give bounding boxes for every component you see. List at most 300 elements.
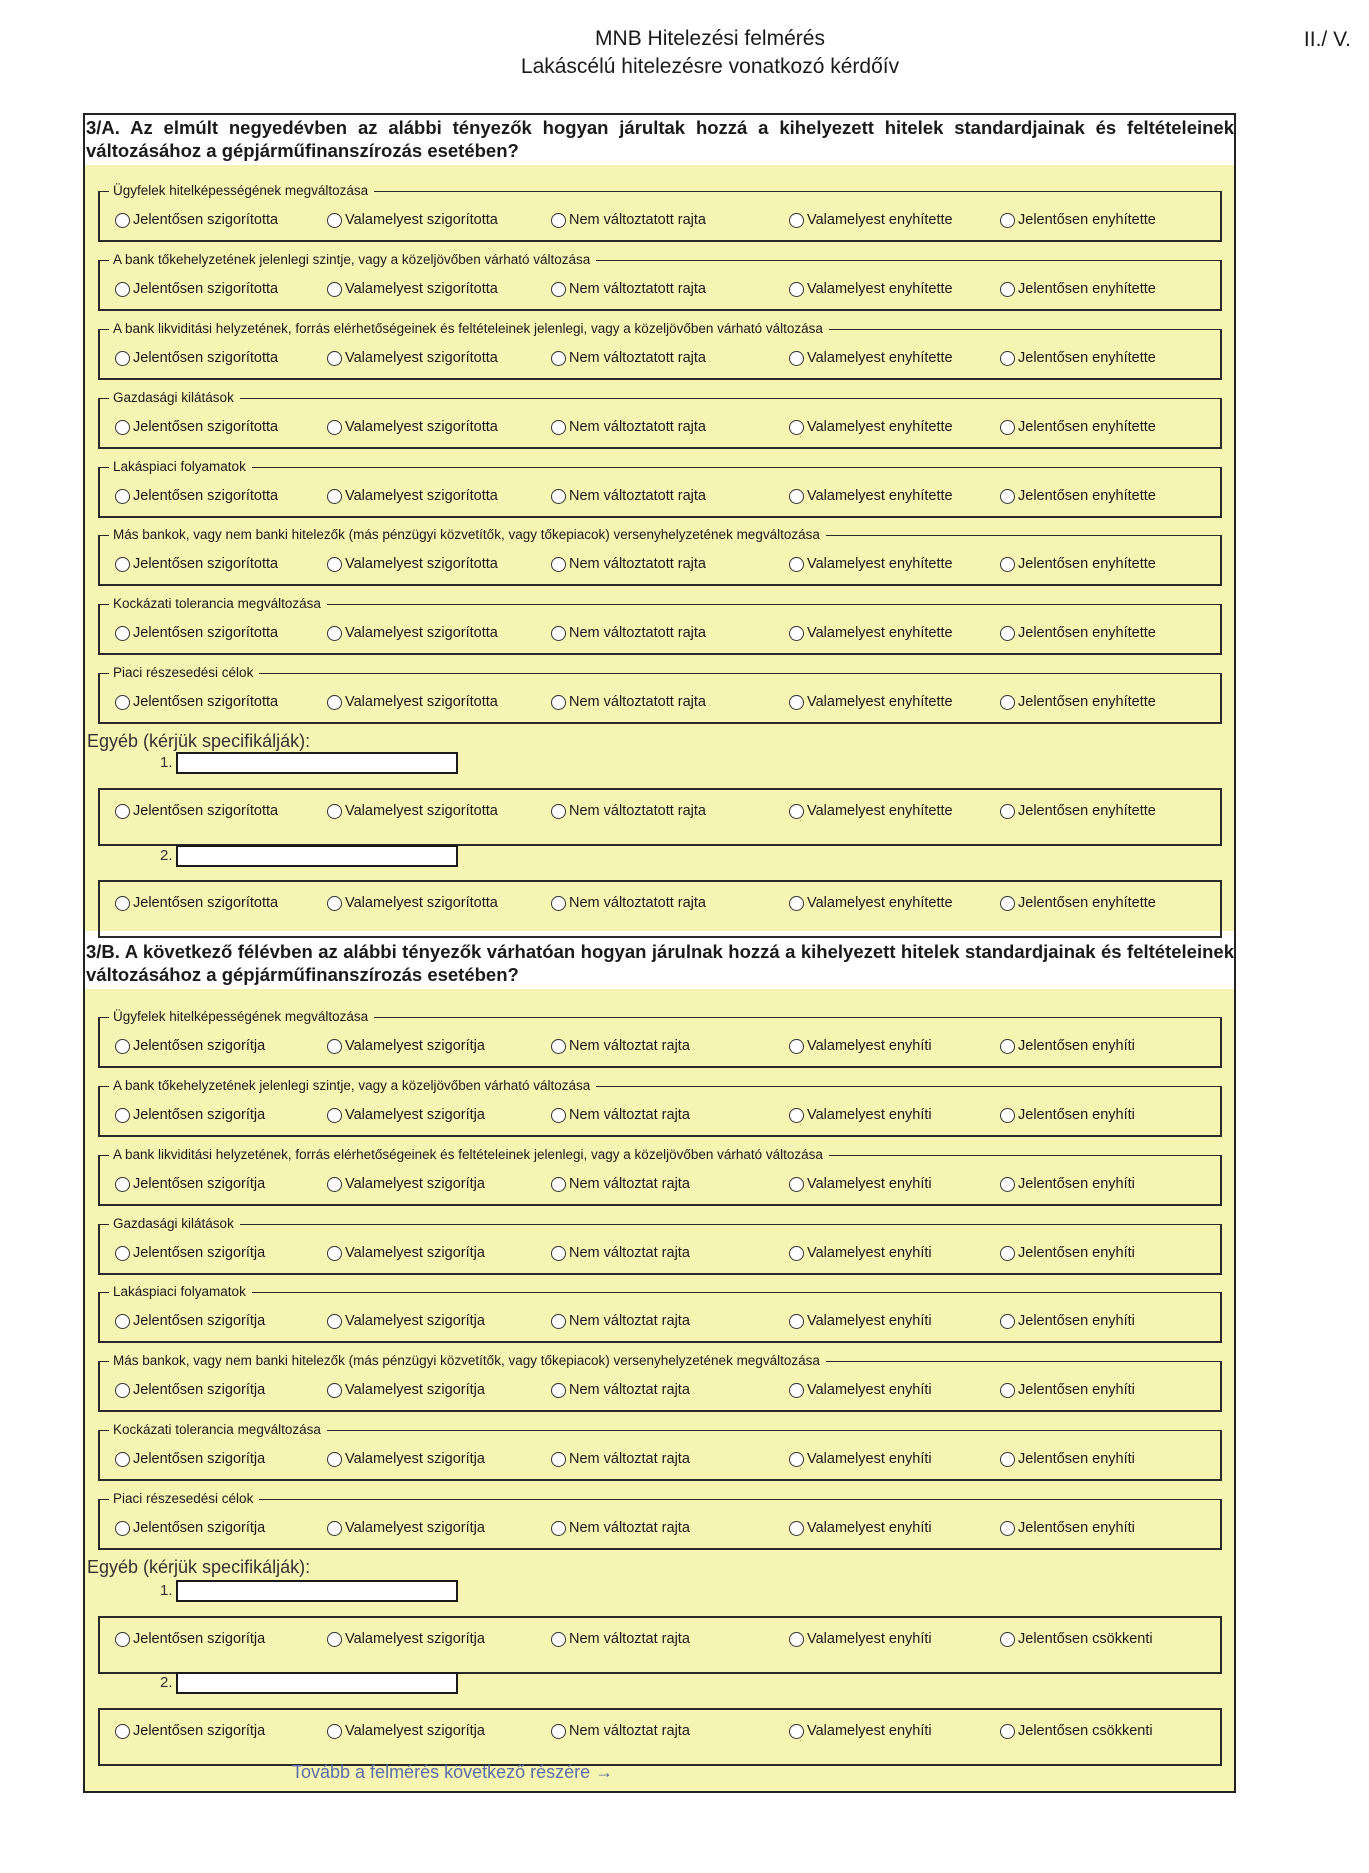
section-b-g4-option-3[interactable] [551, 1245, 690, 1261]
section-a-other1-option-5[interactable] [1000, 803, 1156, 819]
radio-button[interactable] [789, 896, 804, 911]
option-label: Nem változtatott rajta [569, 281, 706, 297]
radio-button[interactable] [1000, 695, 1015, 710]
section-b-other-group-1 [98, 1616, 1222, 1674]
section-a-g1-option-5[interactable] [1000, 212, 1156, 228]
radio-button[interactable] [327, 1452, 342, 1467]
section-b-other2-option-1[interactable] [115, 1723, 265, 1739]
radio-button[interactable] [551, 557, 566, 572]
section-a-g4-option-2[interactable] [327, 419, 498, 435]
radio-button[interactable] [551, 1177, 566, 1192]
option-label: Valamelyest szigorította [345, 895, 498, 911]
radio-button[interactable] [327, 1108, 342, 1123]
section-b-g7-option-4[interactable] [789, 1451, 932, 1467]
option-label: Jelentősen szigorítja [133, 1107, 266, 1123]
radio-button[interactable] [1000, 557, 1015, 572]
option-label: Nem változtatott rajta [569, 556, 706, 572]
radio-button[interactable] [115, 626, 130, 641]
radio-button[interactable] [1000, 896, 1015, 911]
section-b-g6-option-1[interactable] [115, 1382, 265, 1398]
radio-button[interactable] [115, 1108, 130, 1123]
radio-button[interactable] [789, 420, 804, 435]
radio-button[interactable] [327, 1724, 342, 1739]
radio-button[interactable] [1000, 213, 1015, 228]
section-b-g3-option-2[interactable] [327, 1176, 485, 1192]
section-a-other2-option-1[interactable] [115, 895, 278, 911]
option-label: Valamelyest szigorítja [345, 1451, 485, 1467]
radio-button[interactable] [551, 896, 566, 911]
section-a-g5-option-4[interactable] [789, 488, 953, 504]
next-section-link[interactable]: Tovább a felmérés következő részére → [292, 1762, 614, 1782]
section-a-g1-option-1[interactable] [115, 212, 278, 228]
option-label: Valamelyest szigorítja [345, 1038, 485, 1054]
radio-button[interactable] [551, 1632, 566, 1647]
radio-button[interactable] [551, 282, 566, 297]
radio-button[interactable] [327, 1314, 342, 1329]
option-label: Nem változtatott rajta [569, 895, 706, 911]
section-b-g5-option-4[interactable] [789, 1313, 932, 1329]
section-b-g3-option-5[interactable] [1000, 1176, 1135, 1192]
section-b-g1-option-3[interactable] [551, 1038, 690, 1054]
option-label: Nem változtat rajta [569, 1313, 690, 1329]
section-a-g3-option-1[interactable] [115, 350, 278, 366]
radio-button[interactable] [789, 1521, 804, 1536]
option-label: Jelentősen enyhítette [1018, 350, 1156, 366]
section-a-g6-option-3[interactable] [551, 556, 706, 572]
section-b-g7-option-1[interactable] [115, 1451, 265, 1467]
section-b-g2-option-1[interactable] [115, 1107, 265, 1123]
group-title: Lakáspiaci folyamatok [113, 459, 246, 474]
section-b-g8-option-3[interactable] [551, 1520, 690, 1536]
option-label: Jelentősen szigorítja [133, 1631, 266, 1647]
radio-button[interactable] [551, 804, 566, 819]
option-label: Jelentősen szigorítja [133, 1176, 266, 1192]
radio-button[interactable] [327, 1383, 342, 1398]
radio-button[interactable] [551, 1108, 566, 1123]
other-label: Egyéb (kérjük specifikálják): [87, 1557, 311, 1577]
radio-button[interactable] [789, 351, 804, 366]
radio-button[interactable] [789, 1452, 804, 1467]
option-label: Jelentősen szigorította [133, 419, 279, 435]
section-a-other1-option-3[interactable] [551, 803, 706, 819]
radio-button[interactable] [1000, 626, 1015, 641]
option-label: Jelentősen enyhítette [1018, 212, 1156, 228]
radio-button[interactable] [115, 1521, 130, 1536]
other-number: 1. [160, 754, 173, 771]
group-title: Más bankok, vagy nem banki hitelezők (más pénzügyi közvetítők, vagy tőkepiacok) versenyhelyzetének megváltozása [113, 527, 820, 542]
section-b-g3-option-1[interactable] [115, 1176, 265, 1192]
section-b-g4-option-1[interactable] [115, 1245, 265, 1261]
option-label: Nem változtat rajta [569, 1107, 690, 1123]
radio-button[interactable] [789, 1314, 804, 1329]
radio-button[interactable] [1000, 351, 1015, 366]
option-label: Jelentősen szigorítja [133, 1451, 266, 1467]
radio-button[interactable] [1000, 282, 1015, 297]
radio-button[interactable] [551, 695, 566, 710]
survey-title: MNB Hitelezési felmérés [595, 27, 825, 50]
section-a-group-6 [98, 528, 1222, 586]
section-a-g5-option-3[interactable] [551, 488, 706, 504]
other-specify-input-2[interactable] [176, 845, 458, 867]
option-label: Valamelyest enyhítette [807, 212, 953, 228]
radio-button[interactable] [789, 489, 804, 504]
section-b-other1-option-1[interactable] [115, 1631, 265, 1647]
radio-button[interactable] [1000, 1452, 1015, 1467]
section-a-g5-option-5[interactable] [1000, 488, 1156, 504]
option-label: Nem változtat rajta [569, 1723, 690, 1739]
section-a-group-8 [98, 666, 1222, 724]
radio-button[interactable] [115, 1383, 130, 1398]
survey-subtitle: Lakáscélú hitelezésre vonatkozó kérdőív [520, 55, 900, 78]
option-label: Nem változtatott rajta [569, 488, 706, 504]
section-a-g2-option-2[interactable] [327, 281, 498, 297]
radio-button[interactable] [551, 213, 566, 228]
radio-button[interactable] [789, 557, 804, 572]
radio-button[interactable] [115, 282, 130, 297]
section-b-other1-option-5[interactable] [1000, 1631, 1153, 1647]
option-label: Nem változtat rajta [569, 1451, 690, 1467]
option-label: Valamelyest szigorítja [345, 1723, 485, 1739]
option-label: Valamelyest enyhíti [807, 1631, 932, 1647]
section-b-group-4 [98, 1217, 1222, 1275]
radio-button[interactable] [327, 1632, 342, 1647]
section-b-g7-option-3[interactable] [551, 1451, 690, 1467]
section-b-g6-option-3[interactable] [551, 1382, 690, 1398]
option-label: Valamelyest szigorította [345, 803, 498, 819]
section-a-other1-option-1[interactable] [115, 803, 278, 819]
option-label: Jelentősen szigorítja [133, 1038, 266, 1054]
radio-button[interactable] [1000, 1314, 1015, 1329]
section-b-g1-option-5[interactable] [1000, 1038, 1135, 1054]
radio-button[interactable] [115, 896, 130, 911]
radio-button[interactable] [327, 557, 342, 572]
section-a-other2-option-4[interactable] [789, 895, 953, 911]
section-b-g5-option-3[interactable] [551, 1313, 690, 1329]
option-label: Valamelyest szigorítja [345, 1520, 485, 1536]
radio-button[interactable] [115, 351, 130, 366]
option-label: Jelentősen enyhítette [1018, 281, 1156, 297]
section-a-other2-option-2[interactable] [327, 895, 498, 911]
radio-button[interactable] [789, 626, 804, 641]
radio-button[interactable] [551, 1383, 566, 1398]
option-label: Jelentősen enyhíti [1018, 1313, 1135, 1329]
section-a-g4-option-3[interactable] [551, 419, 706, 435]
radio-button[interactable] [327, 896, 342, 911]
section-b-g4-option-5[interactable] [1000, 1245, 1135, 1261]
group-title: Kockázati tolerancia megváltozása [113, 1422, 321, 1437]
radio-button[interactable] [789, 1724, 804, 1739]
radio-button[interactable] [327, 489, 342, 504]
radio-button[interactable] [551, 1039, 566, 1054]
group-title: A bank tőkehelyzetének jelenlegi szintje, vagy a közeljövőben várható változása [113, 252, 591, 267]
section-a-g1-option-4[interactable] [789, 212, 953, 228]
radio-button[interactable] [1000, 804, 1015, 819]
radio-button[interactable] [551, 1521, 566, 1536]
option-label: Nem változtat rajta [569, 1520, 690, 1536]
section-a-g1-option-2[interactable] [327, 212, 498, 228]
section-a-g4-option-1[interactable] [115, 419, 278, 435]
section-b-g5-option-2[interactable] [327, 1313, 485, 1329]
radio-button[interactable] [1000, 1108, 1015, 1123]
option-label: Jelentősen enyhíti [1018, 1038, 1135, 1054]
radio-button[interactable] [1000, 1521, 1015, 1536]
radio-button[interactable] [115, 1039, 130, 1054]
section-b-other2-option-4[interactable] [789, 1723, 932, 1739]
radio-button[interactable] [1000, 1724, 1015, 1739]
section-a-g3-option-5[interactable] [1000, 350, 1156, 366]
section-a-g2-option-3[interactable] [551, 281, 706, 297]
radio-button[interactable] [789, 213, 804, 228]
option-label: Nem változtatott rajta [569, 625, 706, 641]
section-b-other1-option-4[interactable] [789, 1631, 932, 1647]
section-a-g7-option-1[interactable] [115, 625, 278, 641]
radio-button[interactable] [115, 557, 130, 572]
option-label: Nem változtatott rajta [569, 419, 706, 435]
section-b-other1-option-3[interactable] [551, 1631, 690, 1647]
option-label: Valamelyest enyhítette [807, 803, 953, 819]
option-label: Valamelyest enyhíti [807, 1382, 932, 1398]
radio-button[interactable] [1000, 1383, 1015, 1398]
option-label: Jelentősen szigorította [133, 281, 279, 297]
radio-button[interactable] [789, 1039, 804, 1054]
section-a-g6-option-1[interactable] [115, 556, 278, 572]
section-a-g4-option-5[interactable] [1000, 419, 1156, 435]
option-label: Valamelyest szigorítja [345, 1107, 485, 1123]
radio-button[interactable] [327, 1246, 342, 1261]
radio-button[interactable] [789, 1383, 804, 1398]
radio-button[interactable] [1000, 1246, 1015, 1261]
section-a-g4-option-4[interactable] [789, 419, 953, 435]
option-label: Nem változtat rajta [569, 1245, 690, 1261]
section-b-g1-option-2[interactable] [327, 1038, 485, 1054]
radio-button[interactable] [1000, 1177, 1015, 1192]
section-a-g3-option-4[interactable] [789, 350, 953, 366]
other-number: 2. [160, 1674, 173, 1691]
section-a-g7-option-3[interactable] [551, 625, 706, 641]
option-label: Jelentősen szigorította [133, 625, 279, 641]
section-b-g2-option-4[interactable] [789, 1107, 932, 1123]
radio-button[interactable] [115, 1452, 130, 1467]
section-b-g3-option-4[interactable] [789, 1176, 932, 1192]
section-b-g5-option-5[interactable] [1000, 1313, 1135, 1329]
option-label: Jelentősen szigorítja [133, 1313, 266, 1329]
section-b-group-8 [98, 1492, 1222, 1550]
option-label: Nem változtatott rajta [569, 350, 706, 366]
section-a-group-3 [98, 322, 1222, 380]
radio-button[interactable] [327, 282, 342, 297]
radio-button[interactable] [327, 213, 342, 228]
section-a-g7-option-2[interactable] [327, 625, 498, 641]
section-a-g5-option-2[interactable] [327, 488, 498, 504]
radio-button[interactable] [115, 695, 130, 710]
option-label: Valamelyest enyhítette [807, 895, 953, 911]
option-label: Jelentősen szigorítja [133, 1520, 266, 1536]
section-a-other2-option-3[interactable] [551, 895, 706, 911]
section-b-other2-option-2[interactable] [327, 1723, 485, 1739]
section-a-g8-option-4[interactable] [789, 694, 953, 710]
radio-button[interactable] [115, 1246, 130, 1261]
section-b-g8-option-2[interactable] [327, 1520, 485, 1536]
group-title: Ügyfelek hitelképességének megváltozása [113, 1009, 369, 1024]
section-b-g7-option-2[interactable] [327, 1451, 485, 1467]
radio-button[interactable] [115, 1724, 130, 1739]
section-a-g7-option-5[interactable] [1000, 625, 1156, 641]
section-b-g1-option-1[interactable] [115, 1038, 265, 1054]
radio-button[interactable] [115, 1632, 130, 1647]
radio-button[interactable] [327, 626, 342, 641]
option-label: Jelentősen enyhítette [1018, 803, 1156, 819]
radio-button[interactable] [551, 420, 566, 435]
radio-button[interactable] [789, 695, 804, 710]
option-label: Valamelyest enyhítette [807, 281, 953, 297]
section-a-g1-option-3[interactable] [551, 212, 706, 228]
section-a-g2-option-5[interactable] [1000, 281, 1156, 297]
group-title: A bank likviditási helyzetének, forrás elérhetőségeinek és feltételeinek jelenlegi, vagy a közeljövőben várható változása [113, 321, 823, 336]
section-b-other2-option-3[interactable] [551, 1723, 690, 1739]
section-a-other2-option-5[interactable] [1000, 895, 1156, 911]
option-label: Jelentősen enyhíti [1018, 1107, 1135, 1123]
group-title: A bank likviditási helyzetének, forrás elérhetőségeinek és feltételeinek jelenlegi, vagy a közeljövőben várható változása [113, 1147, 823, 1162]
option-label: Jelentősen szigorította [133, 350, 279, 366]
section-b-g8-option-4[interactable] [789, 1520, 932, 1536]
section-b-g3-option-3[interactable] [551, 1176, 690, 1192]
section-a-g8-option-1[interactable] [115, 694, 278, 710]
option-label: Valamelyest enyhítette [807, 419, 953, 435]
option-label: Jelentősen szigorította [133, 488, 279, 504]
radio-button[interactable] [551, 626, 566, 641]
radio-button[interactable] [1000, 1039, 1015, 1054]
radio-button[interactable] [327, 1177, 342, 1192]
option-label: Valamelyest enyhíti [807, 1176, 932, 1192]
radio-button[interactable] [789, 1246, 804, 1261]
group-title: Gazdasági kilátások [113, 1216, 234, 1231]
section-a-g5-option-1[interactable] [115, 488, 278, 504]
section-a-g7-option-4[interactable] [789, 625, 953, 641]
option-label: Jelentősen enyhíti [1018, 1176, 1135, 1192]
section-b-g6-option-4[interactable] [789, 1382, 932, 1398]
group-title: Más bankok, vagy nem banki hitelezők (más pénzügyi közvetítők, vagy tőkepiacok) versenyhelyzetének megváltozása [113, 1353, 820, 1368]
other-specify-input-1[interactable] [176, 752, 458, 774]
other-number: 2. [160, 847, 173, 864]
option-label: Nem változtatott rajta [569, 212, 706, 228]
option-label: Jelentősen csökkenti [1018, 1723, 1153, 1739]
section-b-group-2 [98, 1079, 1222, 1137]
section-a-g8-option-2[interactable] [327, 694, 498, 710]
section-b-g2-option-3[interactable] [551, 1107, 690, 1123]
radio-button[interactable] [551, 1724, 566, 1739]
section-b-g6-option-2[interactable] [327, 1382, 485, 1398]
option-label: Valamelyest enyhíti [807, 1107, 932, 1123]
radio-button[interactable] [327, 1039, 342, 1054]
radio-button[interactable] [115, 1177, 130, 1192]
radio-button[interactable] [789, 1108, 804, 1123]
group-title: Gazdasági kilátások [113, 390, 234, 405]
section-a-g3-option-2[interactable] [327, 350, 498, 366]
option-label: Valamelyest enyhíti [807, 1520, 932, 1536]
option-label: Jelentősen szigorította [133, 803, 279, 819]
section-a-g8-option-5[interactable] [1000, 694, 1156, 710]
section-b-group-3 [98, 1148, 1222, 1206]
section-a-other1-option-2[interactable] [327, 803, 498, 819]
other-specify-input-1[interactable] [176, 1580, 458, 1602]
section-a-group-1 [98, 184, 1222, 242]
section-a-g6-option-2[interactable] [327, 556, 498, 572]
radio-button[interactable] [327, 420, 342, 435]
option-label: Valamelyest szigorítja [345, 1176, 485, 1192]
radio-button[interactable] [551, 1314, 566, 1329]
radio-button[interactable] [551, 1452, 566, 1467]
radio-button[interactable] [551, 351, 566, 366]
group-title: Piaci részesedési célok [113, 1491, 254, 1506]
section-a-g6-option-5[interactable] [1000, 556, 1156, 572]
radio-button[interactable] [789, 1177, 804, 1192]
section-a-other1-option-4[interactable] [789, 803, 953, 819]
radio-button[interactable] [115, 420, 130, 435]
other-specify-input-2[interactable] [176, 1672, 458, 1694]
radio-button[interactable] [1000, 1632, 1015, 1647]
radio-button[interactable] [115, 213, 130, 228]
radio-button[interactable] [789, 804, 804, 819]
section-b-g5-option-1[interactable] [115, 1313, 265, 1329]
option-label: Nem változtat rajta [569, 1176, 690, 1192]
section-a-g6-option-4[interactable] [789, 556, 953, 572]
section-b-g2-option-2[interactable] [327, 1107, 485, 1123]
section-b-g2-option-5[interactable] [1000, 1107, 1135, 1123]
radio-button[interactable] [327, 1521, 342, 1536]
radio-button[interactable] [789, 1632, 804, 1647]
section-b-g6-option-5[interactable] [1000, 1382, 1135, 1398]
radio-button[interactable] [115, 1314, 130, 1329]
section-b-g8-option-5[interactable] [1000, 1520, 1135, 1536]
radio-button[interactable] [327, 351, 342, 366]
radio-button[interactable] [1000, 489, 1015, 504]
option-label: Valamelyest szigorította [345, 350, 498, 366]
section-b-g4-option-2[interactable] [327, 1245, 485, 1261]
section-b-g8-option-1[interactable] [115, 1520, 265, 1536]
radio-button[interactable] [327, 695, 342, 710]
section-a-g2-option-1[interactable] [115, 281, 278, 297]
section-a-g3-option-3[interactable] [551, 350, 706, 366]
option-label: Jelentősen szigorította [133, 556, 279, 572]
option-label: Valamelyest enyhítette [807, 556, 953, 572]
option-label: Jelentősen enyhítette [1018, 625, 1156, 641]
section-a-g2-option-4[interactable] [789, 281, 953, 297]
option-label: Valamelyest enyhíti [807, 1038, 932, 1054]
section-b-g4-option-4[interactable] [789, 1245, 932, 1261]
section-a-group-7 [98, 597, 1222, 655]
radio-button[interactable] [327, 804, 342, 819]
radio-button[interactable] [1000, 420, 1015, 435]
radio-button[interactable] [115, 489, 130, 504]
radio-button[interactable] [789, 282, 804, 297]
radio-button[interactable] [115, 804, 130, 819]
section-a-g8-option-3[interactable] [551, 694, 706, 710]
radio-button[interactable] [551, 489, 566, 504]
group-title: A bank tőkehelyzetének jelenlegi szintje, vagy a közeljövőben várható változása [113, 1078, 591, 1093]
option-label: Jelentősen szigorította [133, 895, 279, 911]
section-a-group-2 [98, 253, 1222, 311]
section-b-other2-option-5[interactable] [1000, 1723, 1153, 1739]
section-b-g7-option-5[interactable] [1000, 1451, 1135, 1467]
option-label: Valamelyest szigorítja [345, 1382, 485, 1398]
section-b-g1-option-4[interactable] [789, 1038, 932, 1054]
section-b-title: 3/B. A következő félévben az alábbi tényezők várhatóan hogyan járulnak hozzá a kihelyezett hitelek standardjainak és feltételeinek változásához a gépjárműfinanszírozás esetében? [86, 941, 1234, 985]
option-label: Jelentősen enyhíti [1018, 1520, 1135, 1536]
radio-button[interactable] [551, 1246, 566, 1261]
section-b-other1-option-2[interactable] [327, 1631, 485, 1647]
option-label: Jelentősen enyhíti [1018, 1451, 1135, 1467]
section-b-group-7 [98, 1423, 1222, 1481]
